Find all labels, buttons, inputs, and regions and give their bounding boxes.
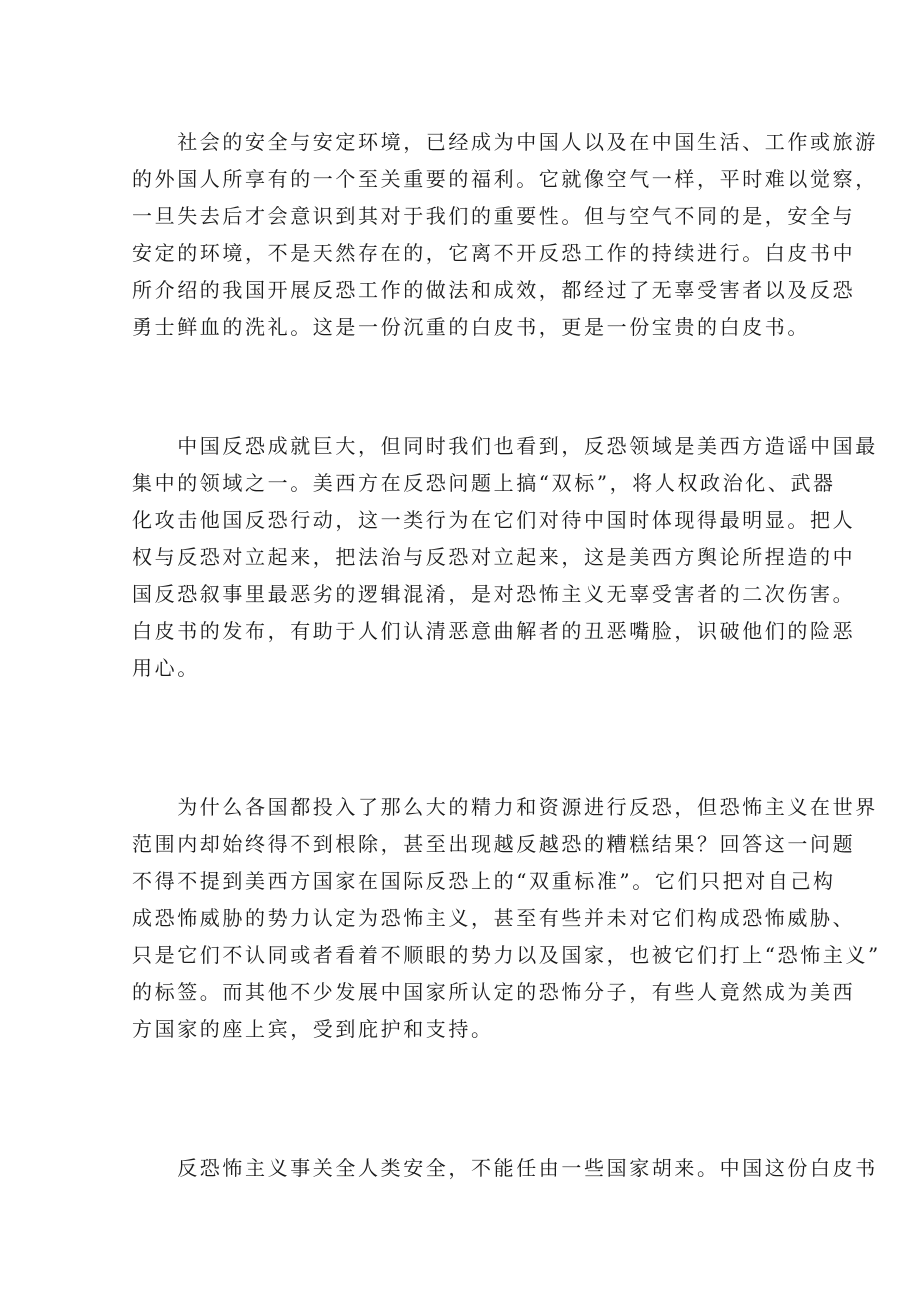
text-line: 中国反恐成就巨大，但同时我们也看到，反恐领域是美西方造谣中国最: [132, 434, 878, 458]
text-line: 安定的环境，不是天然存在的，它离不开反恐工作的持续进行。白皮书中: [132, 241, 856, 265]
text-line: 社会的安全与安定环境，已经成为中国人以及在中国生活、工作或旅游: [132, 130, 878, 154]
text-line: 方国家的座上宾，受到庇护和支持。: [132, 1017, 494, 1041]
paragraph-3: [132, 789, 881, 1048]
text-line: 的外国人所享有的一个至关重要的福利。它就像空气一样，平时难以觉察，: [132, 167, 878, 191]
text-line: 一旦失去后才会意识到其对于我们的重要性。但与空气不同的是，安全与: [132, 204, 856, 228]
paragraph-2: [132, 428, 878, 687]
text-line: 所介绍的我国开展反恐工作的做法和成效，都经过了无辜受害者以及反恐: [132, 278, 856, 302]
paragraph-4: [132, 1150, 878, 1187]
text-line: 国反恐叙事里最恶劣的逻辑混淆，是对恐怖主义无辜受害者的二次伤害。: [132, 582, 856, 606]
text-line: 只是它们不认同或者看着不顺眼的势力以及国家，也被它们打上“恐怖主义”: [132, 943, 881, 967]
text-line: 白皮书的发布，有助于人们认清恶意曲解者的丑恶嘴脸，识破他们的险恶: [132, 619, 856, 643]
text-line: 勇士鲜血的洗礼。这是一份沉重的白皮书，更是一份宝贵的白皮书。: [132, 315, 810, 339]
text-line: 用心。: [132, 656, 200, 680]
text-line: 的标签。而其他不少发展中国家所认定的恐怖分子，有些人竟然成为美西: [132, 980, 856, 1004]
text-line: 集中的领域之一。美西方在反恐问题上搞“双标”，将人权政治化、武器: [132, 471, 836, 495]
text-line: 为什么各国都投入了那么大的精力和资源进行反恐，但恐怖主义在世界: [132, 795, 878, 819]
text-line: 成恐怖威胁的势力认定为恐怖主义，甚至有些并未对它们构成恐怖威胁、: [132, 906, 856, 930]
text-line: 范围内却始终得不到根除，甚至出现越反越恐的糟糕结果？回答这一问题: [132, 832, 856, 856]
text-line: 反恐怖主义事关全人类安全，不能任由一些国家胡来。中国这份白皮书: [132, 1156, 878, 1180]
text-line: 不得不提到美西方国家在国际反恐上的“双重标准”。它们只把对自己构: [132, 869, 836, 893]
text-line: 权与反恐对立起来，把法治与反恐对立起来，这是美西方舆论所捏造的中: [132, 545, 856, 569]
text-line: 化攻击他国反恐行动，这一类行为在它们对待中国时体现得最明显。把人: [132, 508, 856, 532]
paragraph-1: [132, 124, 878, 346]
